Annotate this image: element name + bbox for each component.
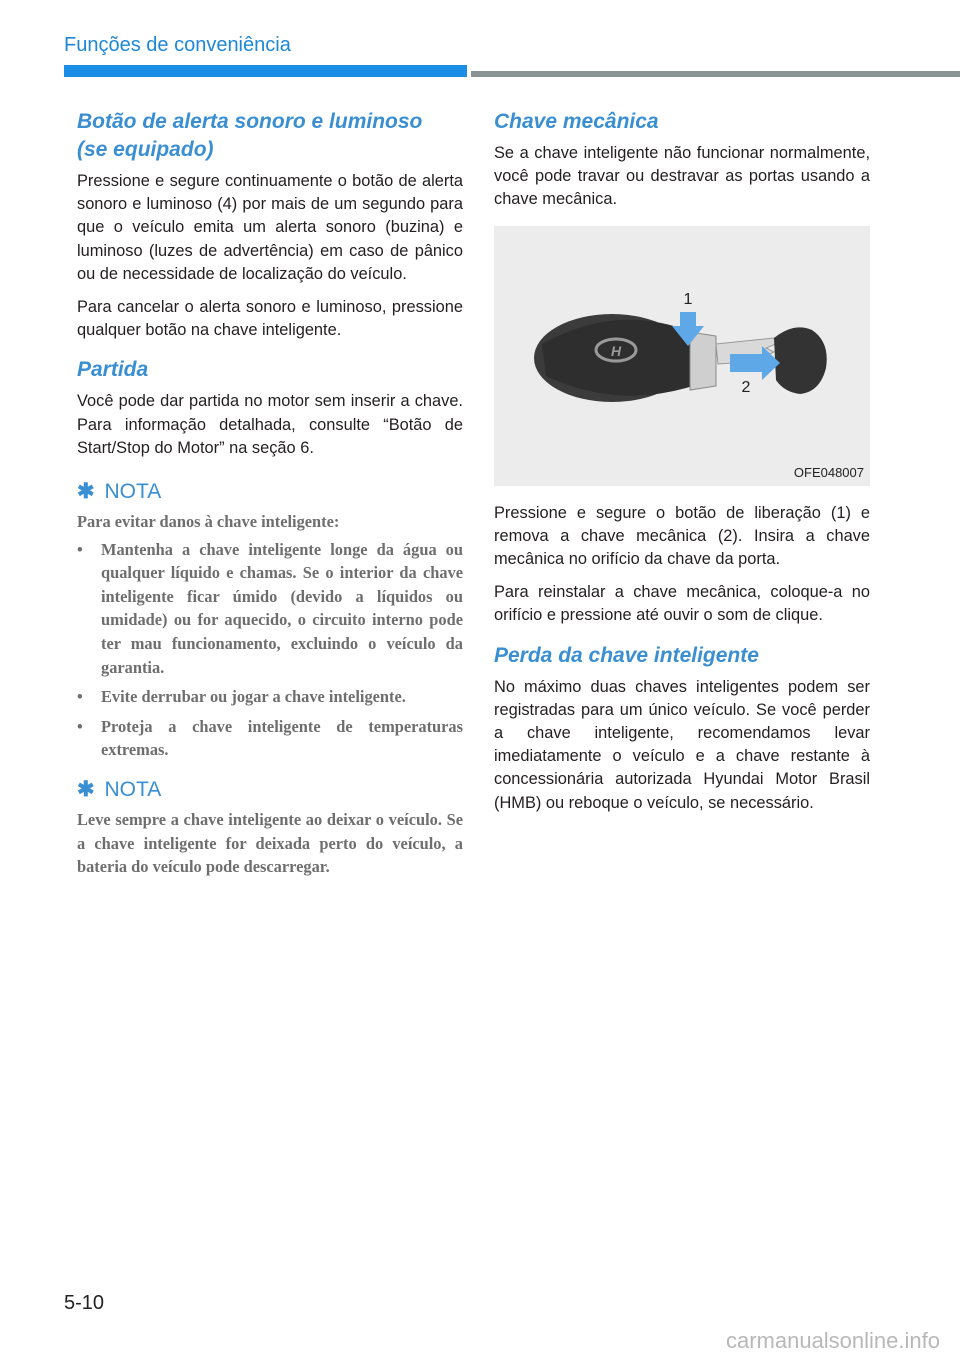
panic-paragraph-2: Para cancelar o alerta sonoro e luminoso, pressione qualquer botão na chave inteligente. <box>77 298 463 340</box>
mechanical-paragraph-3: Para reinstalar a chave mecânica, coloque-a no orifício e pressione até ouvir o som de clique. <box>494 583 870 625</box>
mechanical-paragraph-2: Pressione e segure o botão de liberação (1) e remova a chave mecânica (2). Insira a chave mecânica no orifício da chave da porta. <box>494 503 870 569</box>
note-2-body <box>77 808 463 879</box>
note-box-1 <box>77 478 463 762</box>
note-1-heading <box>77 478 463 506</box>
lost-key-heading: Perda da chave inteligente <box>494 643 759 667</box>
mechanical-paragraph-1: Se a chave inteligente não funcionar normalmente, você pode travar ou destravar as portas usando a chave mecânica. <box>494 144 870 209</box>
note-1-label: NOTA <box>104 480 162 504</box>
start-heading: Partida <box>77 358 149 382</box>
panic-paragraph-1: Pressione e segure continuamente o botão de alerta sonoro e luminoso (4) por mais de um segundo para que o veículo emita um alerta sonoro (buzina) e luminoso (luzes de advertência) em caso de pânico ou de necessidade de localização do veículo. <box>77 172 463 283</box>
left-column <box>77 108 463 879</box>
start-section <box>77 356 463 460</box>
asterisk-icon: ✱ <box>77 777 95 801</box>
panic-heading-line2: (se equipado) <box>77 138 214 161</box>
svg-text:H: H <box>610 342 622 359</box>
figure-code: OFE048007 <box>793 464 864 480</box>
label-2: 2 <box>741 378 751 396</box>
note-1-item: • Mantenha a chave inteligente longe da água ou qualquer líquido e chamas. Se o interior da chave inteligente ficar úmido (devido a líquidos ou umidade) ou for aquecido, o circuito interno pode ter mau funcionamento, excluindo o veículo da garantia. <box>77 538 463 680</box>
note-1-intro: Para evitar danos à chave inteligente: <box>77 512 340 532</box>
page-number: 5-10 <box>64 1292 105 1314</box>
header-divider-bar <box>471 71 960 77</box>
note-1-item: • Evite derrubar ou jogar a chave inteligente. <box>77 685 463 709</box>
note-2-text: Leve sempre a chave inteligente ao deixar o veículo. Se a chave inteligente for deixada perto do veículo, a bateria do veículo pode descarregar. <box>77 809 463 877</box>
note-2-heading <box>77 776 463 804</box>
panic-heading <box>77 108 463 164</box>
note-1-list <box>77 538 463 762</box>
mechanical-key-section <box>494 108 870 628</box>
lost-key-paragraph: No máximo duas chaves inteligentes podem ser registradas para um único veículo. Se você perder a chave inteligente, recomendamos levar imediatamente o veículo e a chave restante à concessionária autorizada Hyundai Motor Brasil (HMB) ou reboque o veículo, se necessário. <box>494 677 870 812</box>
watermark: carmanualsonline.info <box>725 1328 940 1353</box>
label-1: 1 <box>683 290 693 308</box>
panic-heading-line1: Botão de alerta sonoro e luminoso <box>77 110 423 133</box>
note-1-item: • Proteja a chave inteligente de temperaturas extremas. <box>77 715 463 762</box>
note-1-body <box>77 510 463 762</box>
mechanical-key-heading: Chave mecânica <box>494 110 659 133</box>
note-2-label: NOTA <box>104 777 162 801</box>
panic-section <box>77 108 463 342</box>
asterisk-icon: ✱ <box>77 480 95 504</box>
header-accent-bar <box>64 65 467 77</box>
key-illustration <box>494 226 870 486</box>
note-box-2 <box>77 776 463 879</box>
right-column <box>494 108 870 825</box>
section-title: Funções de conveniência <box>64 34 291 56</box>
start-paragraph: Você pode dar partida no motor sem inserir a chave. Para informação detalhada, consulte “Botão de Start/Stop do Motor” na seção 6. <box>77 392 463 457</box>
lost-key-section <box>494 642 870 815</box>
smart-key-drawing <box>494 226 870 486</box>
